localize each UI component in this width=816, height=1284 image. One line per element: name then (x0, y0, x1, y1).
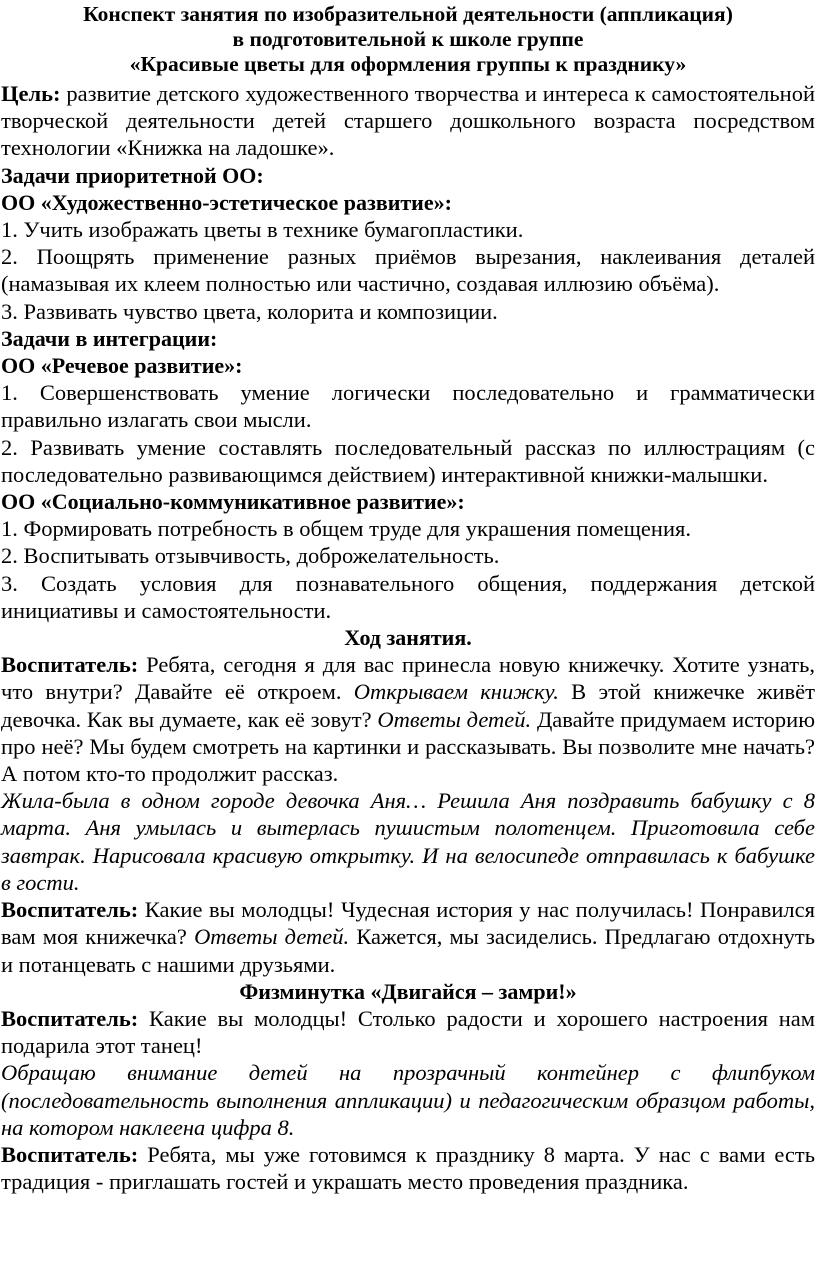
title-line-3: «Красивые цветы для оформления группы к празднику» (129, 52, 687, 76)
priority-item-1: 1. Учить изображать цветы в технике бумагопластики. (1, 217, 524, 243)
story-text: Жила-была в одном городе девочка Аня… Решила Аня поздравить бабушку с 8 марта. Аня умылась и вытерлась пушистым полотенцем. Приготовила себе завтрак. Нарисовала красивую открытку. И на велосипеде отправилась к бабушке в гости. (1, 788, 815, 895)
lesson-heading: Ход занятия. (344, 625, 472, 651)
speech-item-2: 2. Развивать умение составлять последовательный рассказ по иллюстрациям (с последовательно развивающимся действием) интерактивной книжки-малышки. (1, 434, 815, 487)
priority-area: ОО «Художественно-эстетическое развитие»: (1, 189, 452, 215)
lesson-text: Ребята, сегодня я для вас принесла новую книжечку. Хотите узнать, что внутри? Давайте её откроем. (1, 652, 815, 705)
lesson-text: Какие вы молодцы! Чудесная история у нас получилась! Понравился вам моя книжечка? (1, 897, 815, 950)
social-area: ОО «Социально-коммуникативное развитие»: (1, 489, 465, 515)
lesson-paragraph-4 (1, 1141, 815, 1195)
speaker-label: Воспитатель: (1, 1005, 139, 1031)
stage-direction: Открываем книжку. (353, 679, 559, 705)
priority-item-2: 2. Поощрять применение разных приёмов вырезания, наклеивания деталей (намазывая их клеем полностью или частично, создавая иллюзию объёма). (1, 244, 815, 297)
lesson-text: В этой книжечке живёт девочка. Как вы думаете, как её зовут? (1, 679, 815, 732)
lesson-text: Давайте придумаем историю про неё? Мы будем смотреть на картинки и рассказывать. Вы позволите мне начать? А потом кто-то продолжит рассказ. (1, 706, 816, 787)
break-heading: Физминутка «Двигайся – замри!» (239, 978, 577, 1004)
social-item-1: 1. Формировать потребность в общем труде для украшения помещения. (1, 516, 691, 542)
goal-label: Цель: (1, 81, 61, 106)
integration-heading: Задачи в интеграции: (1, 325, 218, 351)
priority-heading: Задачи приоритетной ОО: (1, 162, 264, 188)
lesson-paragraph-2 (1, 896, 815, 978)
speaker-label: Воспитатель: (1, 1141, 139, 1167)
note-paragraph (1, 1059, 815, 1141)
note-text: Обращаю внимание детей на прозрачный контейнер с флипбуком (последовательность выполнения аппликации) и педагогическим образцом работы, на котором наклеена цифра 8. (1, 1060, 815, 1140)
title-line-1: Конспект занятия по изобразительной деятельности (аппликация) (83, 2, 733, 26)
stage-direction: Ответы детей. (194, 924, 350, 950)
stage-direction: Ответы детей. (377, 706, 532, 732)
goal-text: развитие детского художественного творчества и интереса к самостоятельной творческой деятельности детей старшего дошкольного возраста посредством технологии «Книжка на ладошке». (1, 81, 815, 161)
lesson-text: Какие вы молодцы! Столько радости и хорошего настроения нам подарила этот танец! (1, 1005, 815, 1059)
priority-item-3: 3. Развивать чувство цвета, колорита и композиции. (1, 298, 498, 324)
speaker-label: Воспитатель: (1, 897, 139, 923)
speaker-label: Воспитатель: (1, 652, 139, 678)
speech-area: ОО «Речевое развитие»: (1, 353, 243, 379)
story-paragraph (1, 787, 815, 896)
lesson-text: Ребята, мы уже готовимся к празднику 8 марта. У нас с вами есть традиция - приглашать гостей и украшать место проведения праздника. (1, 1141, 815, 1195)
document-title (1, 0, 815, 80)
lesson-paragraph-3 (1, 1005, 815, 1059)
social-item-3: 3. Создать условия для познавательного общения, поддержания детской инициативы и самостоятельности. (1, 570, 815, 623)
goal-paragraph (1, 80, 815, 162)
lesson-text: Кажется, мы засиделись. Предлагаю отдохнуть и потанцевать с нашими друзьями. (1, 924, 815, 977)
speech-item-1: 1. Совершенствовать умение логически последовательно и грамматически правильно излагать свои мысли. (1, 380, 815, 433)
lesson-paragraph-1 (1, 651, 815, 787)
title-line-2: в подготовительной к школе группе (232, 27, 584, 51)
social-item-2: 2. Воспитывать отзывчивость, доброжелательность. (1, 543, 500, 569)
